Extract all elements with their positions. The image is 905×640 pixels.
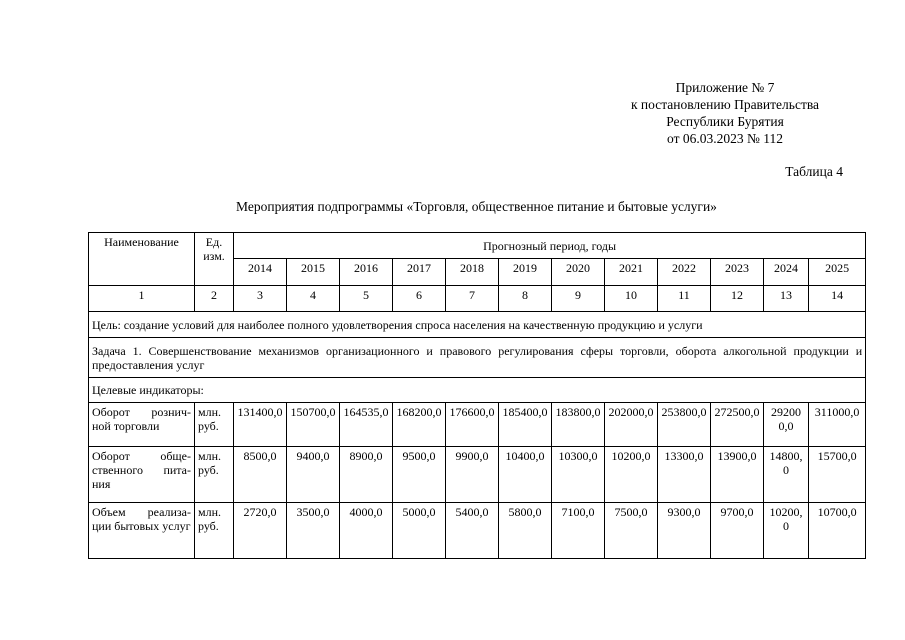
appendix-header [600,79,850,147]
header-period: Прогнозный период, годы [234,233,866,259]
indicator-unit: млн. руб. [195,447,234,503]
column-number: 7 [446,286,499,312]
value-cell: 176600,0 [446,403,499,447]
column-number: 3 [234,286,287,312]
value-cell: 7100,0 [552,503,605,559]
column-number: 14 [809,286,866,312]
indicator-unit: млн. руб. [195,503,234,559]
value-cell: 4000,0 [340,503,393,559]
year-cell: 2014 [234,259,287,286]
value-cell: 9400,0 [287,447,340,503]
task-row: Задача 1. Совершенствование механизмов организационного и правового регулирования сферы торговли, оборота алкогольной продукции и предоставления услуг [89,338,866,378]
year-cell: 2023 [711,259,764,286]
table-label: Таблица 4 [785,164,843,179]
value-cell: 10700,0 [809,503,866,559]
appendix-line-3: Республики Бурятия [666,114,784,129]
value-cell: 8500,0 [234,447,287,503]
year-cell: 2025 [809,259,866,286]
year-cell: 2018 [446,259,499,286]
value-cell: 164535,0 [340,403,393,447]
value-cell: 150700,0 [287,403,340,447]
indicator-unit: млн. руб. [195,403,234,447]
value-cell: 131400,0 [234,403,287,447]
value-cell: 9900,0 [446,447,499,503]
value-cell: 13300,0 [658,447,711,503]
value-cell: 5400,0 [446,503,499,559]
year-cell: 2020 [552,259,605,286]
value-cell: 10400,0 [499,447,552,503]
value-cell: 292000,0 [764,403,809,447]
value-cell: 8900,0 [340,447,393,503]
header-unit: Ед. изм. [195,233,234,286]
value-cell: 185400,0 [499,403,552,447]
column-number: 8 [499,286,552,312]
value-cell: 9700,0 [711,503,764,559]
indicator-name: Оборот обще-ственного пита-ния [89,447,195,503]
value-cell: 14800,0 [764,447,809,503]
value-cell: 13900,0 [711,447,764,503]
year-cell: 2021 [605,259,658,286]
column-number: 12 [711,286,764,312]
header-name: Наименование [89,233,195,286]
column-number: 9 [552,286,605,312]
value-cell: 183800,0 [552,403,605,447]
column-number: 5 [340,286,393,312]
value-cell: 311000,0 [809,403,866,447]
value-cell: 168200,0 [393,403,446,447]
value-cell: 15700,0 [809,447,866,503]
value-cell: 10200,0 [605,447,658,503]
table-row [89,403,866,447]
value-cell: 3500,0 [287,503,340,559]
value-cell: 2720,0 [234,503,287,559]
goal-row: Цель: создание условий для наиболее полного удовлетворения спроса населения на качественную продукцию и услуги [89,312,866,338]
document-title: Мероприятия подпрограммы «Торговля, общественное питание и бытовые услуги» [236,199,717,214]
year-cell: 2022 [658,259,711,286]
appendix-line-1: Приложение № 7 [675,80,775,95]
value-cell: 10300,0 [552,447,605,503]
column-number: 6 [393,286,446,312]
column-number: 10 [605,286,658,312]
year-cell: 2016 [340,259,393,286]
value-cell: 202000,0 [605,403,658,447]
value-cell: 9300,0 [658,503,711,559]
value-cell: 9500,0 [393,447,446,503]
value-cell: 5000,0 [393,503,446,559]
year-cell: 2019 [499,259,552,286]
value-cell: 5800,0 [499,503,552,559]
column-number: 13 [764,286,809,312]
year-cell: 2024 [764,259,809,286]
indicators-label: Целевые индикаторы: [89,378,866,403]
year-cell: 2015 [287,259,340,286]
column-number: 11 [658,286,711,312]
column-numbers-row [89,286,866,312]
value-cell: 10200,0 [764,503,809,559]
column-number: 1 [89,286,195,312]
table-row [89,503,866,559]
subprogram-table [88,232,866,559]
indicator-name: Объем реализа-ции бытовых услуг [89,503,195,559]
indicator-name: Оборот рознич-ной торговли [89,403,195,447]
appendix-line-2: к постановлению Правительства [630,97,820,112]
value-cell: 272500,0 [711,403,764,447]
value-cell: 253800,0 [658,403,711,447]
table-row [89,447,866,503]
appendix-line-4: от 06.03.2023 № 112 [667,131,783,146]
year-cell: 2017 [393,259,446,286]
value-cell: 7500,0 [605,503,658,559]
column-number: 2 [195,286,234,312]
column-number: 4 [287,286,340,312]
